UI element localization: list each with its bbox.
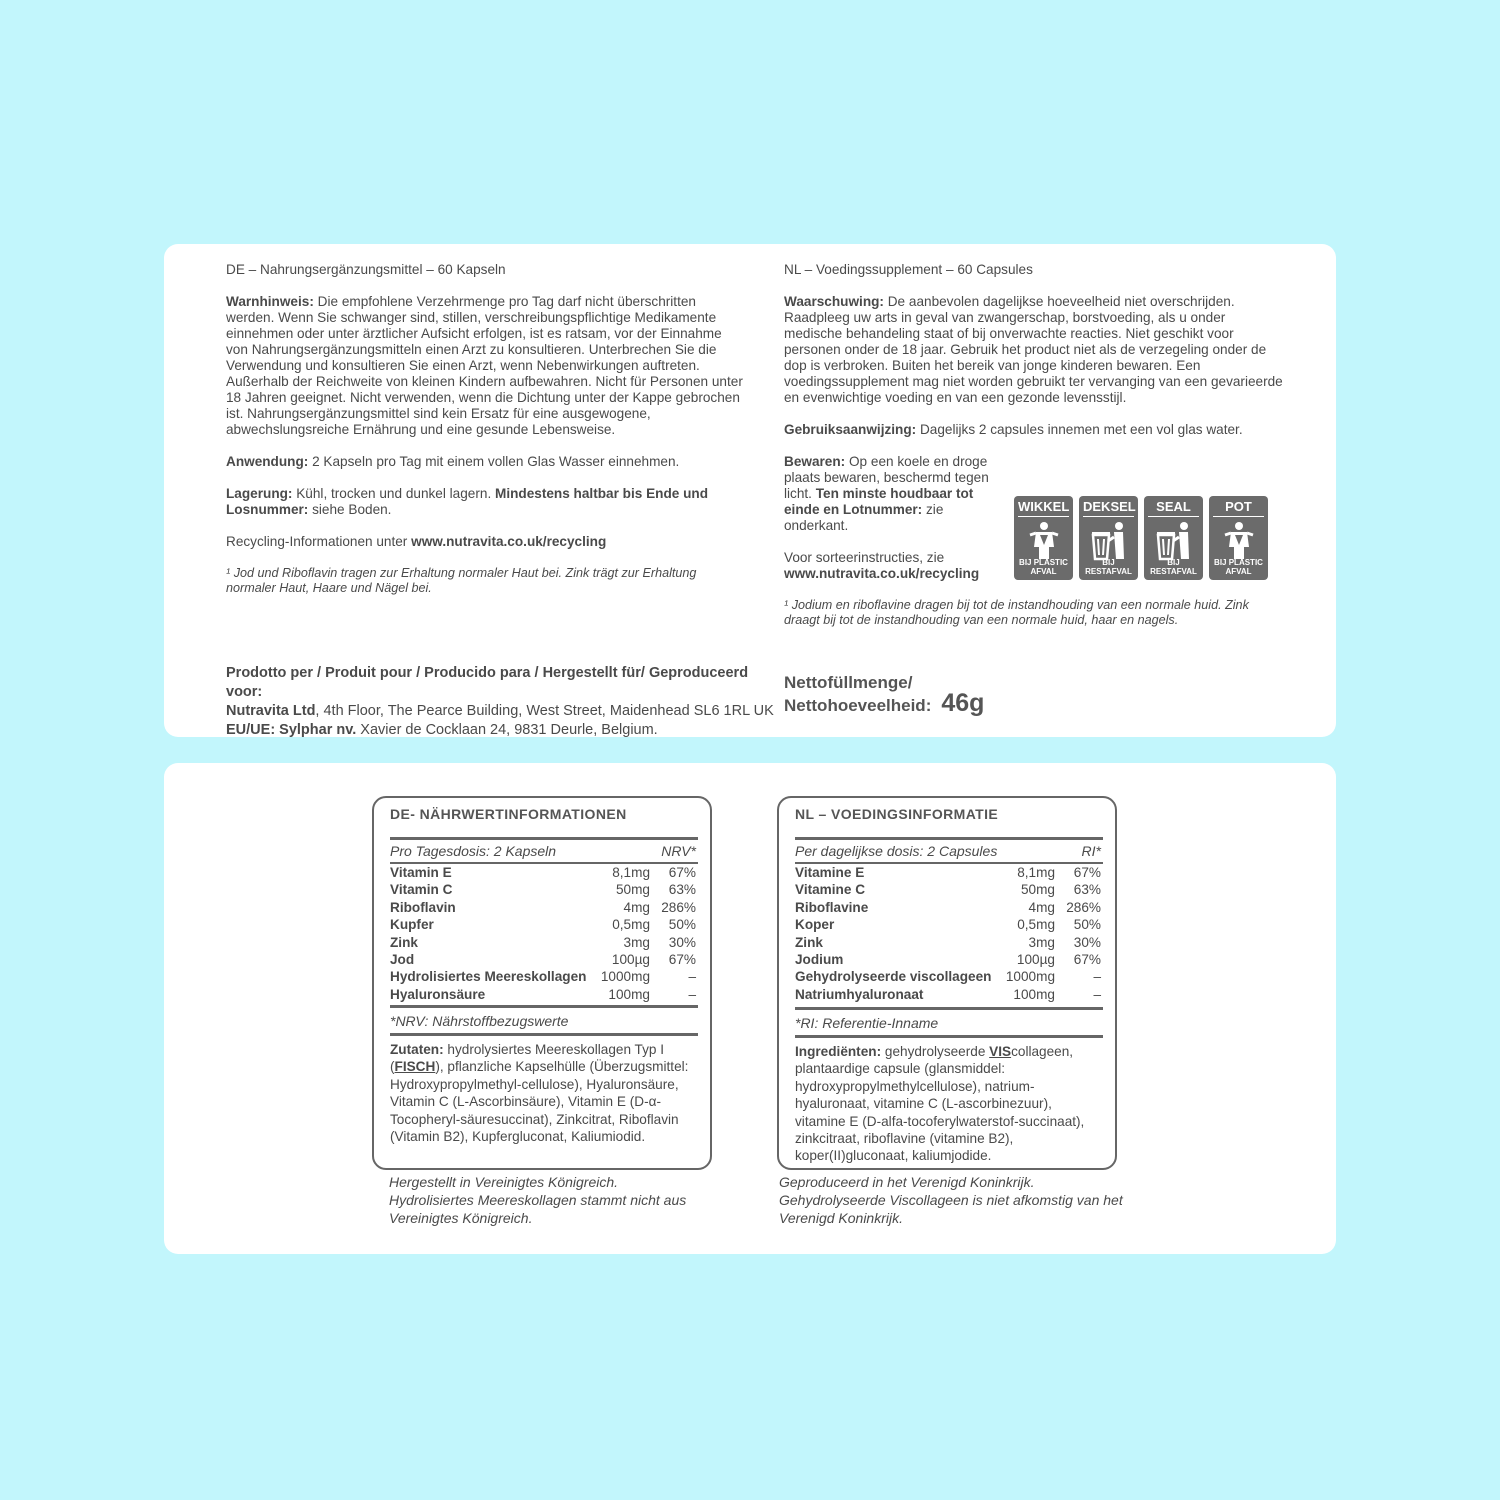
de-usage: Anwendung: 2 Kapseln pro Tag mit einem vollen Glas Wasser einnehmen.: [226, 454, 680, 469]
de-storage: Lagerung: Kühl, trocken und dunkel lagern. Mindestens haltbar bis Ende und Losnummer: siehe Boden.: [226, 486, 708, 517]
table-row: Zink 3mg 30%: [390, 934, 696, 950]
de-recycling-info: Recycling-Informationen unter www.nutravita.co.uk/recycling: [226, 534, 607, 549]
table-row: Vitamine E 8,1mg 67%: [795, 865, 1101, 880]
table-row: Vitamin C 50mg 63%: [390, 882, 696, 898]
nl-footnote: ¹ Jodium en riboflavine dragen bij tot de instandhouding van een normale huid. Zink draagt bij tot de instandhouding van een normale huid, haar en nagels.: [784, 598, 1249, 627]
recycle-pot-icon: POT BIJ PLASTIC AFVAL: [1209, 496, 1268, 580]
nl-storage: Bewaren: Op een koele en droge plaats bewaren, beschermd tegen licht. Ten minste houdbaar tot einde en Lotnummer: zie onderkant.: [784, 454, 989, 533]
recycle-deksel-icon: DEKSEL BIJ RESTAFVAL: [1079, 496, 1138, 580]
de-nutrition-table: [372, 796, 712, 1170]
nl-usage: Gebruiksaanwijzing: Dagelijks 2 capsules innemen met een vol glas water.: [784, 422, 1243, 437]
nl-sort-info: Voor sorteerinstructies, zie www.nutravita.co.uk/recycling: [784, 550, 980, 581]
table-row: Koper 0,5mg 50%: [795, 917, 1101, 933]
producer-info: Prodotto per / Produit pour / Producido para / Hergestellt für/ Geproduceerd voor: Nutravita Ltd, 4th Floor, The Pearce Building, West Street, Maidenhead SL6 1RL UK EU/UE: Sylphar nv. Xavier de Cocklaan 24, 9831 Deurle, Belgium.: [226, 665, 774, 738]
table-row: Zink 3mg 30%: [795, 934, 1101, 950]
table-row: Hydrolisiertes Meereskollagen 1000mg –: [390, 969, 696, 985]
table-row: Vitamin E 8,1mg 67%: [390, 865, 696, 880]
recycling-icons: [1014, 496, 1268, 580]
trash-bin-icon: [1089, 521, 1129, 561]
nl-heading: NL – Voedingssupplement – 60 Capsules: [784, 262, 1033, 277]
nl-nutrition-title: NL – VOEDINGSINFORMATIE: [795, 806, 999, 822]
de-nutrition-rows: [390, 864, 698, 1003]
nl-ri-note: *RI: Referentie-Inname: [795, 1007, 1103, 1038]
de-recycling-link[interactable]: www.nutravita.co.uk/recycling: [411, 534, 607, 549]
de-origin-note: Hergestellt in Vereinigtes Königreich. Hydrolisiertes Meereskollagen stammt nicht aus Vereinigtes Königreich.: [389, 1174, 687, 1226]
table-row: Kupfer 0,5mg 50%: [390, 917, 696, 933]
table-row: Jodium 100µg 67%: [795, 951, 1101, 967]
nl-nutrition-rows: [795, 864, 1103, 1003]
recycle-wikkel-icon: WIKKEL BIJ PLASTIC AFVAL: [1014, 496, 1073, 580]
recycle-seal-icon: SEAL BIJ RESTAFVAL: [1144, 496, 1203, 580]
nl-warning: Waarschuwing: De aanbevolen dagelijkse hoeveelheid niet overschrijden. Raadpleeg uw arts in geval van zwangerschap, borstvoeding, als u onder medische behandeling staat of bij onverwachte reacties. Niet geschikt voor personen onder de 18 jaar. Gebruik het product niet als de verzegeling onder de dop is verbroken. Buiten het bereik van jonge kinderen bewaren. Een voedingssupplement mag niet worden gebruikt ter vervanging van een gevarieerde en evenwichtige voeding en van een gezonde levensstijl.: [784, 294, 1283, 405]
table-row: Vitamine C 50mg 63%: [795, 882, 1101, 898]
plastic-1-icon: [1222, 521, 1256, 561]
de-heading: DE – Nahrungsergänzungsmittel – 60 Kapseln: [226, 262, 506, 277]
table-row: Riboflavin 4mg 286%: [390, 899, 696, 915]
table-row: Jod 100µg 67%: [390, 951, 696, 967]
nl-origin-note: Geproduceerd in het Verenigd Koninkrijk. Gehydrolyseerde Viscollageen is niet afkomstig van het Verenigd Koninkrijk.: [779, 1174, 1123, 1226]
de-warning: Warnhinweis: Die empfohlene Verzehrmenge pro Tag darf nicht überschritten werden. Wenn Sie schwanger sind, stillen, verschreibungspflichtige Medikamente einnehmen oder unter ärztlicher Aufsicht erfolgen, ist es ratsam, vor der Einnahme von Nahrungsergänzungsmitteln einen Arzt zu konsultieren. Unterbrechen Sie die Verwendung und konsultieren Sie einen Arzt, wenn Nebenwirkungen auftreten. Außerhalb der Reichweite von kleinen Kindern aufbewahren. Nicht für Personen unter 18 Jahren geeignet. Nicht verwenden, wenn die Dichtung unter der Kappe gebrochen ist. Nahrungsergänzungsmittel sind kein Ersatz für eine ausgewogene, abwechslungsreiche Ernährung und eine gesunde Lebensweise.: [226, 294, 743, 437]
nl-recycling-link[interactable]: www.nutravita.co.uk/recycling: [784, 566, 980, 581]
table-row: Natriumhyaluronaat 100mg –: [795, 986, 1101, 1002]
german-label-column: [226, 262, 746, 596]
table-row: Riboflavine 4mg 286%: [795, 899, 1101, 915]
de-ingredients: Zutaten: hydrolysiertes Meereskollagen Typ I (FISCH), pflanzliche Kapselhülle (Überzugsmittel: Hydroxypropylmethyl-cellulose), Hyaluronsäure, Vitamin C (L-Ascorbinsäure), Vitamin E (D-α-Tocopheryl-säuresuccinat), Zinkcitrat, Riboflavin (Vitamin B2), Kupfergluconat, Kaliumiodid.: [390, 1042, 689, 1145]
de-footnote: ¹ Jod und Riboflavin tragen zur Erhaltung normaler Haut bei. Zink trägt zur Erhaltung normaler Haut, Haare und Nägel bei.: [226, 566, 697, 595]
de-nrv-note: *NRV: Nährstoffbezugswerte: [390, 1005, 698, 1036]
trash-bin-icon: [1154, 521, 1194, 561]
nl-nutrition-header: Per dagelijkse dosis: 2 Capsules RI*: [795, 837, 1103, 864]
plastic-1-icon: [1027, 521, 1061, 561]
table-row: Hyaluronsäure 100mg –: [390, 986, 696, 1002]
net-weight-value: 46g: [941, 689, 985, 717]
nutrition-panel: [164, 763, 1336, 1254]
nl-ingredients: Ingrediënten: gehydrolyseerde VIScollageen, plantaardige capsule (glansmiddel: hydroxypropylmethylcellulose), natrium-hyaluronaat, vitamine C (L-ascorbinezuur), vitamine E (D-alfa-tocoferylwaterstof-succinaat), zinkcitraat, riboflavine (vitamine B2), koper(II)gluconaat, kaliumjodide.: [795, 1044, 1085, 1164]
nl-nutrition-table: [777, 796, 1117, 1170]
de-nutrition-header: Pro Tagesdosis: 2 Kapseln NRV*: [390, 837, 698, 864]
de-nutrition-title: DE- NÄHRWERTINFORMATIONEN: [390, 806, 627, 822]
table-row: Gehydrolyseerde viscollageen 1000mg –: [795, 969, 1101, 985]
net-content: Nettofüllmenge/ Nettohoeveelheid: 46g: [784, 673, 985, 717]
label-text-panel: [164, 244, 1336, 737]
